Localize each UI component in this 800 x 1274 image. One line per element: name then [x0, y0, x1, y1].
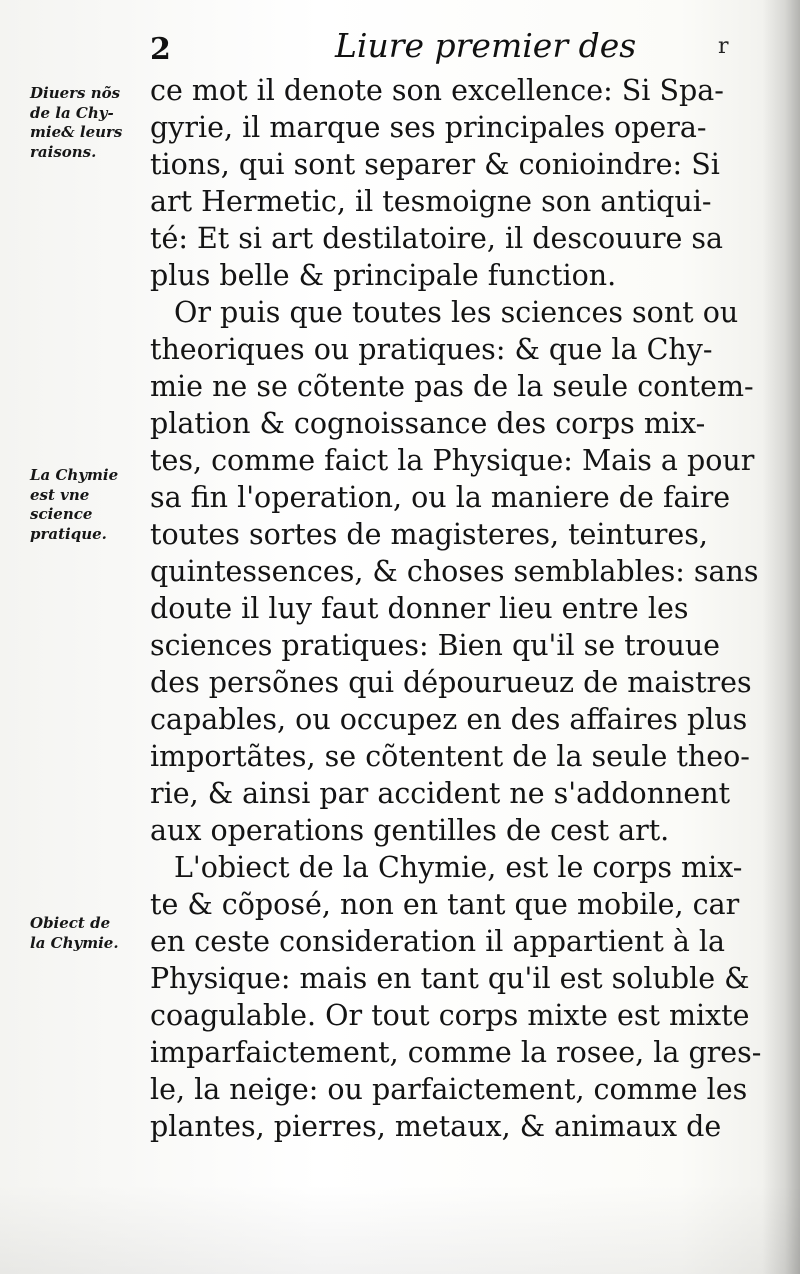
- text-line: capables, ou occupez en des affaires plus: [150, 703, 748, 736]
- text-line: sciences pratiques: Bien qu'il se trouue: [150, 629, 721, 662]
- margin-note-line: raisons.: [30, 142, 97, 161]
- margin-note-line: pratique.: [30, 524, 107, 543]
- margin-note-line: est vne: [30, 485, 90, 504]
- text-line: imparfaictement, comme la rosee, la gres-: [150, 1036, 762, 1069]
- text-line: Or puis que toutes les sciences sont ou: [174, 296, 739, 329]
- margin-note-line: La Chymie: [30, 466, 119, 484]
- margin-note-diuers-noms: [30, 84, 148, 162]
- text-line: toutes sortes de magisteres, teintures,: [150, 518, 708, 551]
- text-line: ce mot il denote son excellence: Si Spa-: [150, 74, 724, 107]
- text-line: le, la neige: ou parfaictement, comme les: [150, 1073, 748, 1106]
- corner-mark: r: [718, 34, 729, 59]
- text-line: sa fin l'operation, ou la maniere de faire: [150, 481, 731, 514]
- text-line: L'obiect de la Chymie, est le corps mix-: [174, 851, 743, 884]
- text-line: Physique: mais en tant qu'il est soluble &: [150, 962, 750, 995]
- text-line: plation & cognoissance des corps mix-: [150, 407, 706, 440]
- margin-note-line: Obiect de: [30, 914, 111, 932]
- text-line: aux operations gentilles de cest art.: [150, 814, 670, 847]
- margin-note-line: de la Chy-: [30, 103, 114, 122]
- text-line: gyrie, il marque ses principales opera-: [150, 111, 707, 144]
- running-head: Liure premier des: [335, 26, 637, 65]
- text-line: plantes, pierres, metaux, & animaux de: [150, 1110, 722, 1143]
- text-line: te & cõposé, non en tant que mobile, car: [150, 888, 740, 921]
- body-text: [150, 72, 762, 1145]
- margin-note-line: mie& leurs: [30, 123, 123, 141]
- text-line: tes, comme faict la Physique: Mais a pour: [150, 444, 755, 477]
- gutter-shadow: [762, 0, 800, 1274]
- text-line: des persõnes qui dépourueuz de maistres: [150, 666, 752, 699]
- text-line: theoriques ou pratiques: & que la Chy-: [150, 333, 713, 366]
- text-line: doute il luy faut donner lieu entre les: [150, 592, 689, 625]
- text-line: importãtes, se cõtentent de la seule theo-: [150, 740, 750, 773]
- margin-note-line: science: [30, 505, 93, 523]
- text-line: mie ne se cõtente pas de la seule contem-: [150, 370, 754, 403]
- text-line: plus belle & principale function.: [150, 259, 617, 292]
- page-number: 2: [150, 32, 171, 67]
- text-line: quintessences, & choses semblables: sans: [150, 555, 759, 588]
- margin-note-line: Diuers nõs: [30, 84, 121, 102]
- page-bottom-edge: [0, 1184, 800, 1274]
- text-line: té: Et si art destilatoire, il descouure sa: [150, 222, 723, 255]
- page-header: [150, 22, 750, 66]
- text-line: coagulable. Or tout corps mixte est mixte: [150, 999, 750, 1032]
- margin-note-line: la Chymie.: [30, 933, 119, 952]
- text-line: rie, & ainsi par accident ne s'addonnent: [150, 777, 731, 810]
- margin-note-science-pratique: [30, 466, 148, 544]
- text-line: art Hermetic, il tesmoigne son antiqui-: [150, 185, 712, 218]
- text-line: en ceste consideration il appartient à la: [150, 925, 726, 958]
- margin-note-obiect: [30, 914, 148, 953]
- text-line: tions, qui sont separer & conioindre: Si: [150, 148, 720, 181]
